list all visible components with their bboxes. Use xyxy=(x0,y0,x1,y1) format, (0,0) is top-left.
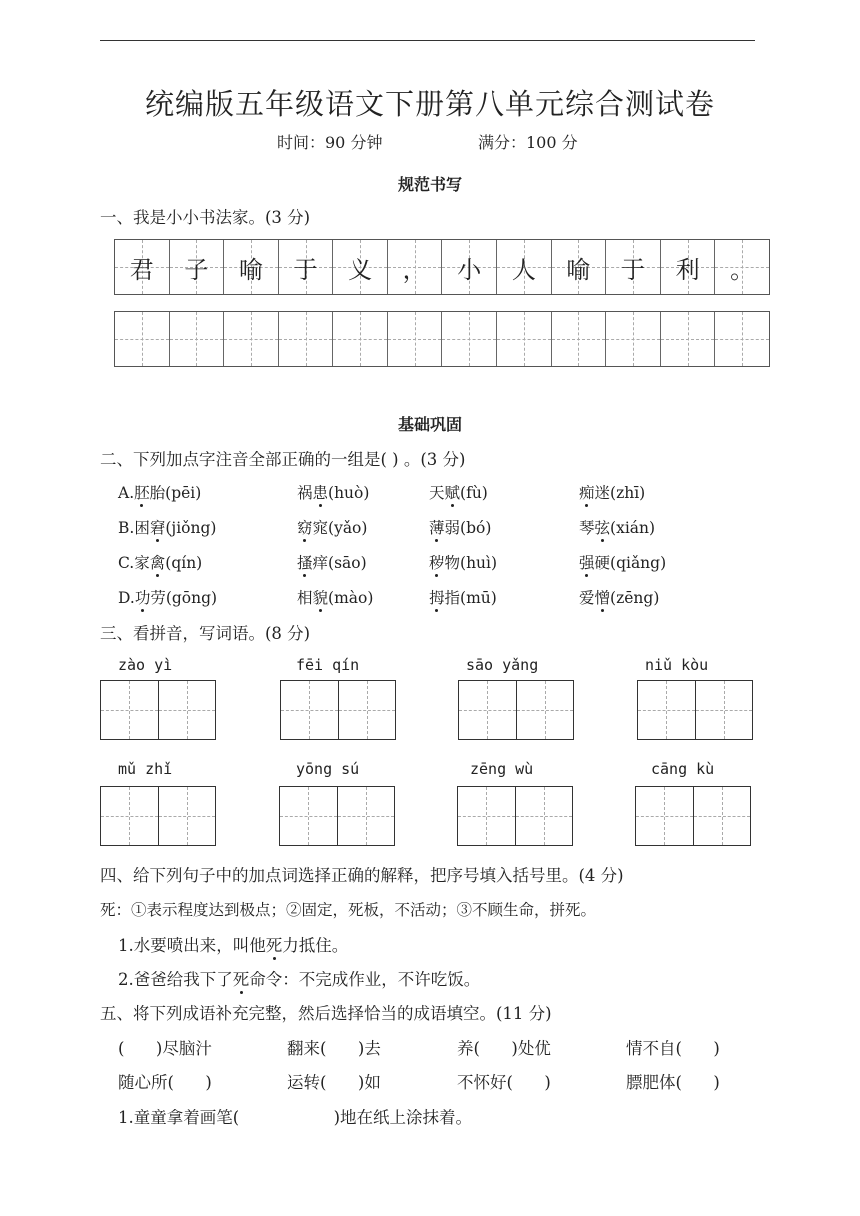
idiom-blank[interactable]: 不怀好( ) xyxy=(457,1073,551,1092)
calligraphy-model-row xyxy=(114,239,770,295)
answer-box[interactable] xyxy=(457,786,573,846)
grid-cell: 子 xyxy=(170,240,225,294)
answer-box[interactable] xyxy=(279,786,395,846)
writing-cell[interactable] xyxy=(388,312,443,366)
pinyin-label: cāng kù xyxy=(651,760,715,778)
idiom-blank[interactable]: 膘肥体( ) xyxy=(626,1073,720,1092)
q2-option-item: 薄弱(bó) xyxy=(429,519,492,537)
pinyin-label: yōng sú xyxy=(296,760,360,778)
writing-cell[interactable] xyxy=(224,312,279,366)
exam-title: 统编版五年级语文下册第八单元综合测试卷 xyxy=(144,87,715,121)
q2-option-item: 秽物(huì) xyxy=(429,554,498,572)
q4-definition: 死：①表示程度达到极点；②固定，死板，不活动；③不顾生命，拼死。 xyxy=(100,901,597,919)
q4-sentence-2: 2.爸爸给我下了死命令：不完成作业，不许吃饭。 xyxy=(118,970,481,989)
q2-option-item: 拇指(mū) xyxy=(429,589,497,607)
writing-cell[interactable] xyxy=(552,312,607,366)
writing-cell[interactable] xyxy=(279,312,334,366)
q2-option-item: 相貌(mào) xyxy=(297,589,374,607)
q2-option-item: 天赋(fù) xyxy=(429,484,488,502)
option-label: B. xyxy=(118,519,135,537)
top-rule xyxy=(100,40,755,41)
q1-heading: 一、我是小小书法家。(3 分) xyxy=(100,208,311,227)
grid-cell: 于 xyxy=(606,240,661,294)
q4-sentence-1: 1.水要喷出来，叫他死力抵住。 xyxy=(118,936,349,955)
grid-cell: 义 xyxy=(333,240,388,294)
calligraphy-practice-row[interactable] xyxy=(114,311,770,367)
pinyin-label: zào yì xyxy=(118,656,173,674)
idiom-blank[interactable]: 翻来( )去 xyxy=(287,1039,381,1058)
answer-box[interactable] xyxy=(637,680,753,740)
writing-cell[interactable] xyxy=(661,312,716,366)
grid-cell: 小 xyxy=(442,240,497,294)
pinyin-label: niǔ kòu xyxy=(645,656,709,674)
exam-score: 满分：100 分 xyxy=(478,133,578,152)
idiom-blank[interactable]: 养( )处优 xyxy=(457,1039,551,1058)
grid-cell: 喻 xyxy=(224,240,279,294)
q4-heading: 四、给下列句子中的加点词选择正确的解释，把序号填入括号里。(4 分) xyxy=(100,866,624,885)
idiom-blank[interactable]: ( )尽脑汁 xyxy=(118,1039,212,1058)
option-label: A. xyxy=(118,484,135,502)
grid-cell: 君 xyxy=(115,240,170,294)
writing-cell[interactable] xyxy=(497,312,552,366)
exam-time: 时间：90 分钟 xyxy=(277,133,383,152)
q2-option-item: D.功劳(gōng) xyxy=(118,589,218,607)
answer-box[interactable] xyxy=(458,680,574,740)
q2-option-item: 搔痒(sāo) xyxy=(297,554,367,572)
grid-cell: 人 xyxy=(497,240,552,294)
q2-option-item: 爱憎(zēng) xyxy=(579,589,660,607)
option-label: C. xyxy=(118,554,135,572)
answer-box[interactable] xyxy=(635,786,751,846)
writing-cell[interactable] xyxy=(333,312,388,366)
q2-option-item: 强硬(qiǎng) xyxy=(579,554,667,572)
q2-option-item: 琴弦(xián) xyxy=(579,519,656,537)
grid-cell: 喻 xyxy=(552,240,607,294)
answer-box[interactable] xyxy=(100,786,216,846)
writing-cell[interactable] xyxy=(606,312,661,366)
answer-box[interactable] xyxy=(100,680,216,740)
q2-heading: 二、下列加点字注音全部正确的一组是( ) 。(3 分) xyxy=(100,450,466,469)
q2-option-item: 痴迷(zhī) xyxy=(579,484,646,502)
idiom-blank[interactable]: 情不自( ) xyxy=(626,1039,720,1058)
option-label: D. xyxy=(118,589,135,607)
q3-heading: 三、看拼音，写词语。(8 分) xyxy=(100,624,311,643)
q2-option-item: B.困窘(jiǒng) xyxy=(118,519,217,537)
answer-box[interactable] xyxy=(280,680,396,740)
writing-cell[interactable] xyxy=(170,312,225,366)
q2-option-item: A.胚胎(pēi) xyxy=(118,484,202,502)
grid-cell: 。 xyxy=(715,240,769,294)
grid-cell: 于 xyxy=(279,240,334,294)
q2-option-item: 祸患(huò) xyxy=(297,484,370,502)
q5-heading: 五、将下列成语补充完整，然后选择恰当的成语填空。(11 分) xyxy=(100,1004,552,1023)
grid-cell: 利 xyxy=(661,240,716,294)
writing-cell[interactable] xyxy=(115,312,170,366)
idiom-blank[interactable]: 运转( )如 xyxy=(287,1073,381,1092)
pinyin-label: zēng wù xyxy=(470,760,534,778)
pinyin-label: sāo yǎng xyxy=(466,656,539,674)
q5-sentence-1[interactable]: 1.童童拿着画笔( )地在纸上涂抹着。 xyxy=(118,1108,473,1127)
writing-cell[interactable] xyxy=(442,312,497,366)
idiom-blank[interactable]: 随心所( ) xyxy=(118,1073,212,1092)
section-writing-heading: 规范书写 xyxy=(397,175,462,194)
pinyin-label: mǔ zhǐ xyxy=(118,760,173,778)
section-basics-heading: 基础巩固 xyxy=(397,415,462,434)
writing-cell[interactable] xyxy=(715,312,769,366)
q2-option-item: C.家禽(qín) xyxy=(118,554,203,572)
grid-cell: ， xyxy=(388,240,443,294)
q2-option-item: 窈窕(yǎo) xyxy=(297,519,368,537)
pinyin-label: fēi qín xyxy=(296,656,360,674)
